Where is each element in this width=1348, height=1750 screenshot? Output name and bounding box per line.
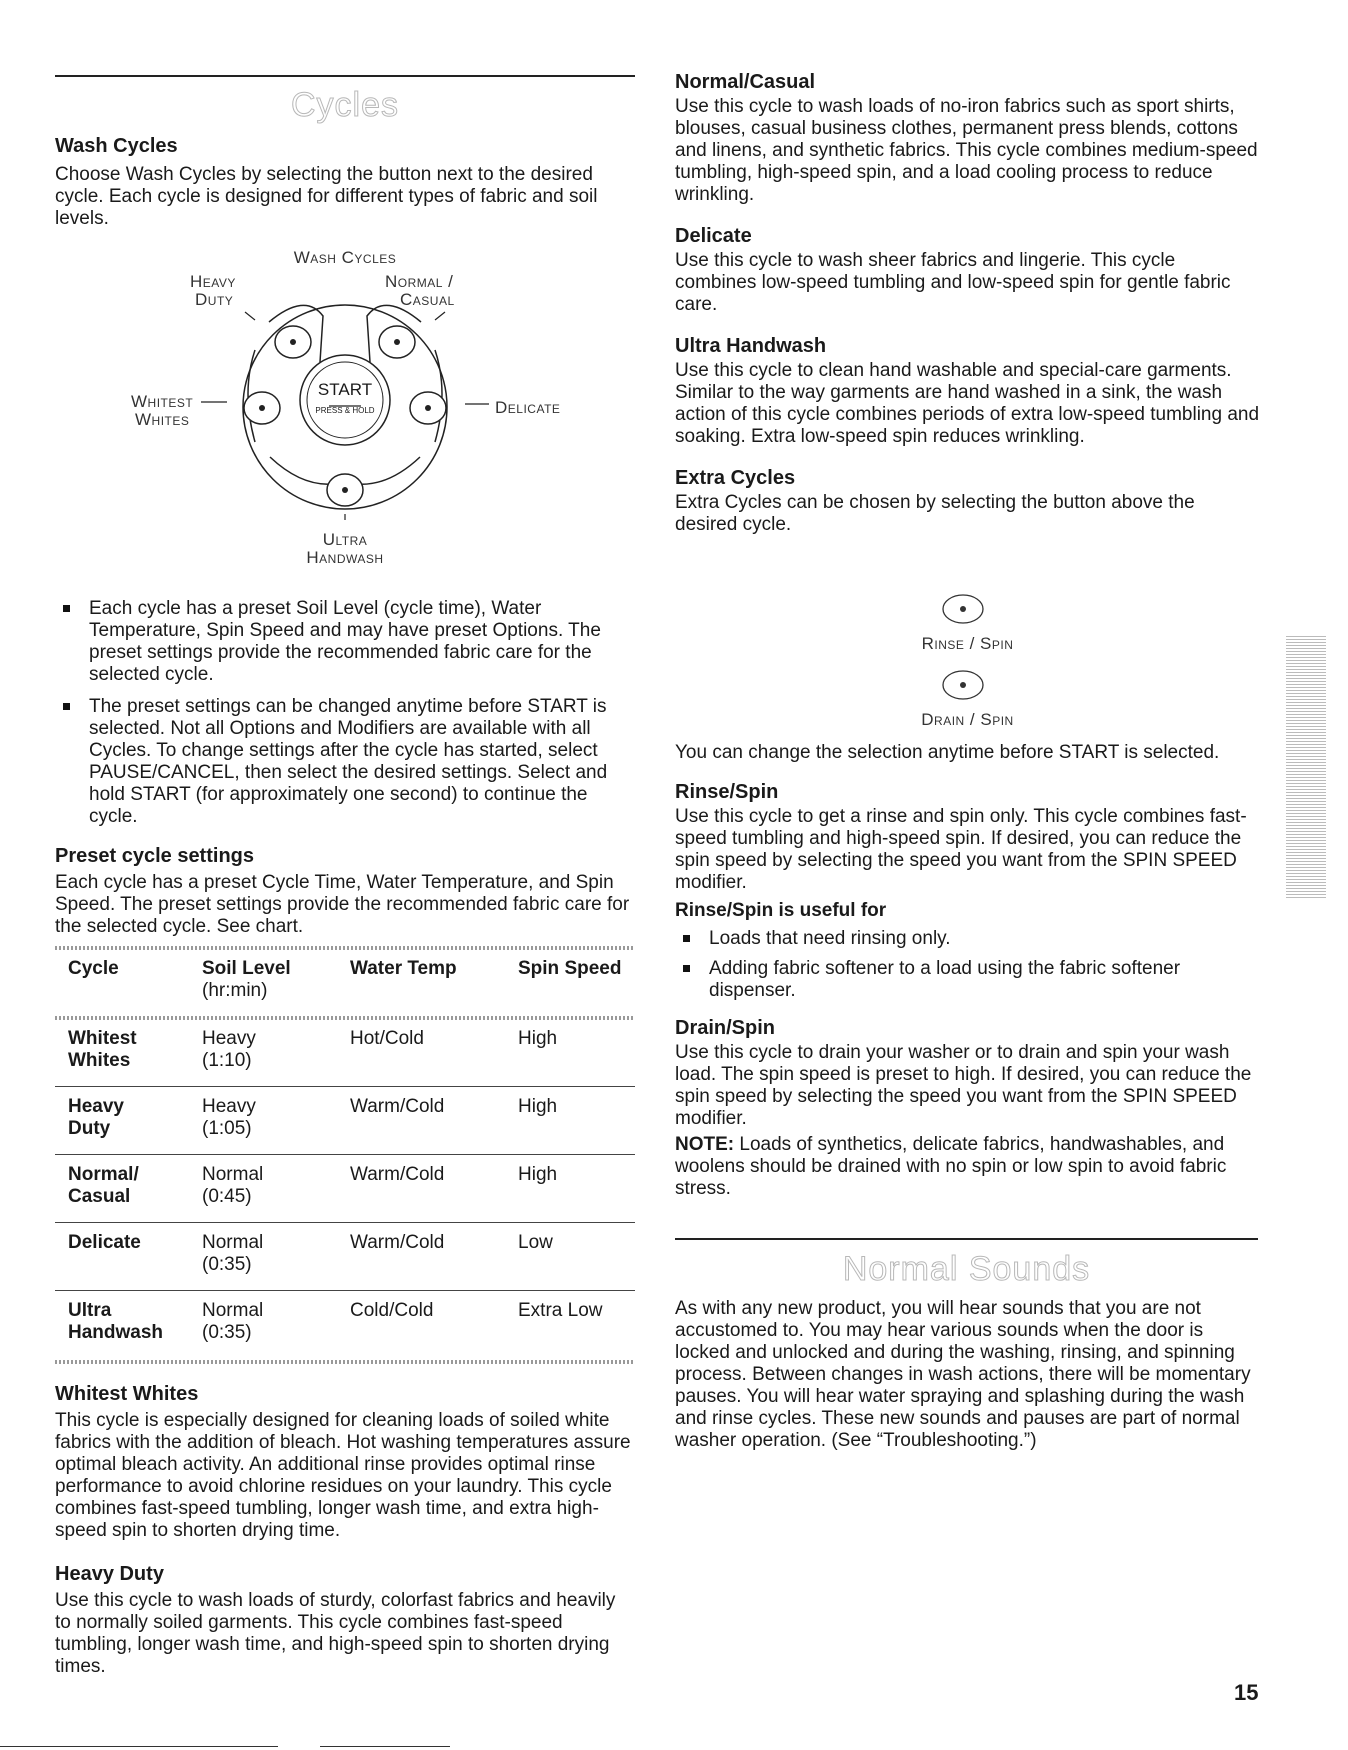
heavy-duty-label-line1: Heavy <box>190 272 236 291</box>
cell-cycle: Whitest <box>68 1028 137 1049</box>
cell-spin: High <box>518 1028 558 1049</box>
cell-temp: Warm/Cold <box>350 1096 445 1117</box>
header-water-temp: Water Temp <box>350 958 457 979</box>
page-number: 15 <box>1234 1680 1259 1705</box>
delicate-text: Use this cycle to wash sheer fabrics and lingerie. This cycle combines low-speed tumbling and low-speed spin for gentle fabric care. <box>675 250 1231 315</box>
ultra-handwash-heading: Ultra Handwash <box>675 335 827 357</box>
whitest-whites-heading: Whitest Whites <box>55 1383 199 1405</box>
footer-rule <box>0 1746 278 1747</box>
bullet-item: The preset settings can be changed anytime before START is selected. Not all Options and Modifiers are available with all Cycles. To change settings after the cycle has started, select PAUSE/CANCEL, then select the desired settings. Select and hold START (for approximately one second) to continue the cycle. <box>55 696 635 828</box>
table-row <box>68 1164 633 1208</box>
bullet-item: Loads that need rinsing only. <box>675 928 1260 950</box>
wash-cycles-diagram <box>55 242 635 582</box>
cell-time: (0:35) <box>202 1322 252 1343</box>
extra-cycles-text: Extra Cycles can be chosen by selecting the button above the desired cycle. <box>675 492 1195 535</box>
cell-temp: Cold/Cold <box>350 1300 434 1321</box>
cell-spin: High <box>518 1164 558 1185</box>
drain-spin-button-icon <box>938 668 988 702</box>
cell-temp: Warm/Cold <box>350 1164 445 1185</box>
extra-cycles-after-text: You can change the selection anytime before START is selected. <box>675 742 1220 763</box>
heavy-duty-text: Use this cycle to wash loads of sturdy, colorfast fabrics and heavily to normally soiled garments. This cycle combines fast-speed tumbling, longer wash time, and high-speed spin to shorten drying times. <box>55 1590 616 1677</box>
bullet-item: Each cycle has a preset Soil Level (cycle time), Water Temperature, Spin Speed and may have preset Options. The preset settings provide the recommended fabric care for the selected cycle. <box>55 598 635 686</box>
section-title-cycles: Cycles <box>290 86 400 124</box>
cell-temp: Warm/Cold <box>350 1232 445 1253</box>
rinse-spin-label: Rinse / Spin <box>921 634 1014 653</box>
cell-cycle: Casual <box>68 1186 131 1207</box>
cell-time: (1:10) <box>202 1050 252 1071</box>
preset-settings-heading: Preset cycle settings <box>55 845 254 867</box>
table-row <box>68 1232 633 1276</box>
delicate-heading: Delicate <box>675 225 752 247</box>
delicate-label: Delicate <box>495 398 561 417</box>
normal-casual-label-line2: Casual <box>400 290 455 309</box>
normal-sounds-rule <box>675 1238 1258 1240</box>
press-hold-label: PRESS & HOLD <box>315 406 375 415</box>
cycle-settings-table <box>68 958 633 1002</box>
start-button-label: START <box>317 380 373 399</box>
table-bottom-border <box>55 1360 635 1364</box>
cell-cycle: Handwash <box>68 1322 164 1343</box>
heavy-duty-heading: Heavy Duty <box>55 1563 164 1585</box>
preset-settings-text: Each cycle has a preset Cycle Time, Water Temperature, and Spin Speed. The preset settings provide the recommended fabric care for the selected cycle. See chart. <box>55 872 630 937</box>
drain-spin-note <box>675 1134 1260 1200</box>
row-divider <box>55 1222 635 1223</box>
top-rule-left <box>55 75 635 77</box>
header-cycle: Cycle <box>68 958 119 979</box>
cell-time: (0:35) <box>202 1254 252 1275</box>
heavy-duty-label-line2: Duty <box>195 290 234 309</box>
cell-cycle: Duty <box>68 1118 111 1139</box>
rinse-spin-useful-heading: Rinse/Spin is useful for <box>675 900 887 921</box>
drain-spin-text: Use this cycle to drain your washer or to drain and spin your wash load. The spin speed is preset to high. If desired, you can reduce the spin speed by selecting the speed you want from the SPIN SPEED modifier. <box>675 1042 1252 1129</box>
whitest-whites-label-line2: Whites <box>135 410 190 429</box>
cell-soil: Normal <box>202 1300 264 1321</box>
extra-cycles-heading: Extra Cycles <box>675 467 796 489</box>
preset-bullets <box>55 598 635 828</box>
normal-casual-text: Use this cycle to wash loads of no-iron fabrics such as sport shirts, blouses, casual business clothes, permanent press blends, cottons and linens, and synthetic fabrics. This cycle combines medium-speed tumbling, high-speed spin, and a load cooling process to reduce wrinkling. <box>675 96 1258 205</box>
whitest-whites-label-line1: Whitest <box>131 392 194 411</box>
header-soil-sub: (hr:min) <box>202 980 268 1001</box>
row-divider <box>55 1154 635 1155</box>
normal-casual-label-line1: Normal / <box>385 272 454 291</box>
ultra-handwash-label-line2: Handwash <box>306 548 384 567</box>
cell-soil: Normal <box>202 1232 264 1253</box>
row-divider <box>55 1086 635 1087</box>
section-title-normal-sounds: Normal Sounds <box>842 1250 1091 1288</box>
drain-spin-heading: Drain/Spin <box>675 1017 776 1039</box>
bullet-item: Adding fabric softener to a load using the fabric softener dispenser. <box>675 958 1260 1002</box>
table-row <box>68 1028 633 1072</box>
cell-cycle: Ultra <box>68 1300 112 1321</box>
table-header-border <box>55 1016 635 1020</box>
cell-temp: Hot/Cold <box>350 1028 424 1049</box>
wash-cycles-heading: Wash Cycles <box>55 135 178 157</box>
rinse-spin-heading: Rinse/Spin <box>675 781 779 803</box>
footer-rule <box>320 1746 450 1747</box>
cell-cycle: Normal/ <box>68 1164 139 1185</box>
cell-soil: Heavy <box>202 1096 256 1117</box>
rinse-spin-bullets <box>675 928 1260 1002</box>
table-top-border <box>55 946 635 950</box>
cell-time: (0:45) <box>202 1186 252 1207</box>
header-spin-speed: Spin Speed <box>518 958 622 979</box>
ultra-handwash-text: Use this cycle to clean hand washable and special-care garments. Similar to the way garments are hand washed in a sink, the wash action of this cycle combines periods of extra low-speed tumbling and soaking. Extra low-speed spin reduces wrinkling. <box>675 360 1260 447</box>
cell-cycle: Whites <box>68 1050 131 1071</box>
cell-spin: Extra Low <box>518 1300 603 1321</box>
cell-soil: Normal <box>202 1164 264 1185</box>
cell-soil: Heavy <box>202 1028 256 1049</box>
rinse-spin-text: Use this cycle to get a rinse and spin only. This cycle combines fast-speed tumbling and high-speed spin. If desired, you can reduce the spin speed by selecting the speed you want from the SPIN SPEED modifier. <box>675 806 1247 893</box>
cell-spin: High <box>518 1096 558 1117</box>
note-text: Loads of synthetics, delicate fabrics, handwashables, and woolens should be drained with no spin or low spin to avoid fabric stress. <box>675 1134 1227 1199</box>
normal-casual-heading: Normal/Casual <box>675 71 816 93</box>
cell-spin: Low <box>518 1232 553 1253</box>
diagram-title: Wash Cycles <box>293 248 397 267</box>
drain-spin-label: Drain / Spin <box>921 710 1014 729</box>
wash-cycles-intro: Choose Wash Cycles by selecting the button next to the desired cycle. Each cycle is designed for different types of fabric and soil levels. <box>55 164 598 229</box>
normal-sounds-text: As with any new product, you will hear sounds that you are not accustomed to. You may hear various sounds when the door is locked and unlocked and during the washing, rinsing, and spinning process. Between changes in wash actions, there will be momentary pauses. You will hear water spraying and splashing during the wash and rinse cycles. These new sounds and pauses are part of normal washer operation. (See “Troubleshooting.”) <box>675 1298 1251 1451</box>
cell-time: (1:05) <box>202 1118 252 1139</box>
rinse-spin-button-icon <box>938 592 988 626</box>
cell-cycle: Delicate <box>68 1232 141 1253</box>
header-soil-level: Soil Level (hr:min) <box>202 958 291 1001</box>
row-divider <box>55 1290 635 1291</box>
table-row <box>68 1096 633 1140</box>
table-header-row <box>68 958 633 1002</box>
side-tab-decoration <box>1286 636 1326 898</box>
ultra-handwash-label-line1: Ultra <box>322 530 368 549</box>
whitest-whites-text: This cycle is especially designed for cleaning loads of soiled white fabrics with the addition of bleach. Hot washing temperatures assure optimal bleach activity. An additional rinse provides optimal rinse performance to avoid chlorine residues on your laundry. This cycle combines fast-speed tumbling, longer wash time, and extra high-speed spin to shorten drying time. <box>55 1410 631 1541</box>
table-row <box>68 1300 633 1344</box>
note-label: NOTE: <box>675 1134 735 1155</box>
cell-cycle: Heavy <box>68 1096 124 1117</box>
